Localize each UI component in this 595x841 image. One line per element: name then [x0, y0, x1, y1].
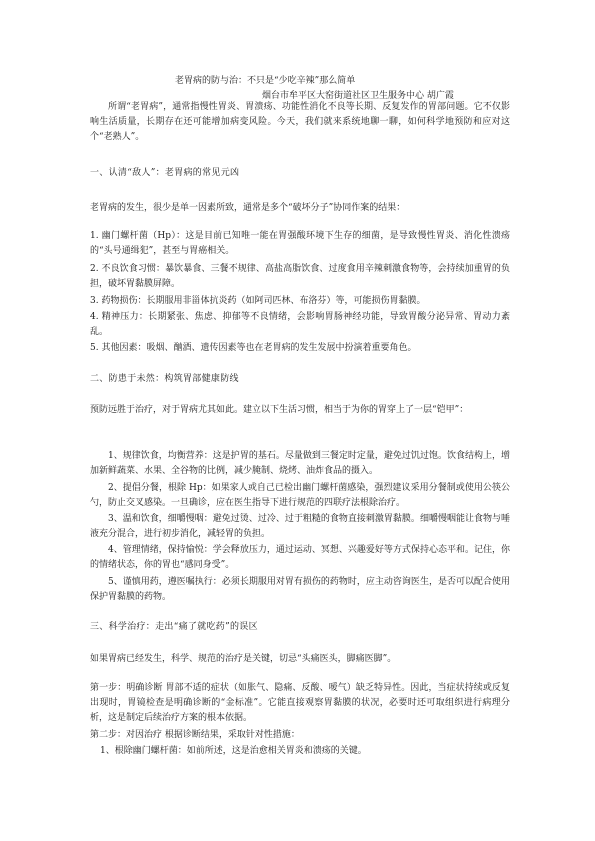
section-2-item-5: 5、谨慎用药，遵医嘱执行：必须长期服用对胃有损伤的药物时，应主动咨询医生，是否可以配合使用保护胃黏膜的药物。 — [90, 577, 510, 602]
section-2-heading: 二、防患于未然：构筑胃部健康防线 — [90, 374, 239, 384]
section-1-item-4: 4. 精神压力：长期紧张、焦虑、抑郁等不良情绪，会影响胃肠神经功能，导致胃酸分泌异常、胃动力紊乱。 — [90, 312, 510, 337]
section-3-step-2: 第二步：对因治疗 根据诊断结果，采取针对性措施： — [90, 730, 300, 740]
section-2-item-2: 2、提倡分餐，根除 Hp：如果家人或自己已检出幽门螺杆菌感染，强烈建议采用分餐制或使用公筷公勺，防止交叉感染。一旦确诊，应在医生指导下进行规范的四联疗法根除治疗。 — [90, 483, 510, 508]
section-3-step-1: 第一步：明确诊断 胃部不适的症状（如胀气、隐痛、反酸、嗳气）缺乏特异性。因此，当症状持续或反复出现时，胃镜检查是明确诊断的“金标准”。它能直接观察胃黏膜的状况，必要时还可取组织进行病理分析，这是制定后续治疗方案的根本依据。 — [90, 683, 510, 723]
intro-paragraph: 所谓“老胃病”，通常指慢性胃炎、胃溃疡、功能性消化不良等长期、反复发作的胃部问题。它不仅影响生活质量，长期存在还可能增加病变风险。今天，我们就来系统地聊一聊，如何科学地预防和应对这个“老熟人”。 — [90, 102, 510, 142]
section-3-heading: 三、科学治疗：走出“痛了就吃药”的误区 — [90, 622, 258, 632]
section-1-heading: 一、认清“敌人”：老胃病的常见元凶 — [90, 168, 240, 178]
section-2-item-3: 3、温和饮食，细嚼慢咽：避免过烫、过冷、过于粗糙的食物直接刺激胃黏膜。细嚼慢咽能让食物与唾液充分混合，进行初步消化，减轻胃的负担。 — [90, 514, 510, 539]
section-2-lead: 预防远胜于治疗，对于胃病尤其如此。建立以下生活习惯，相当于为你的胃穿上了一层“铠甲”： — [90, 405, 469, 415]
section-2-item-4: 4、管理情绪，保持愉悦：学会释放压力，通过运动、冥想、兴趣爱好等方式保持心态平和。记住，你的情绪状态，你的胃也“感同身受”。 — [90, 545, 510, 570]
article-title: 老胃病的防与治：不只是“少吃辛辣”那么简单 — [175, 76, 356, 86]
section-1-item-1: 1. 幽门螺杆菌（Hp）：这是目前已知唯一能在胃强酸环境下生存的细菌，是导致慢性胃炎、消化性溃疡的“头号通缉犯”，甚至与胃癌相关。 — [90, 231, 510, 256]
author-line: 烟台市牟平区大窑街道社区卫生服务中心 胡广霞 — [262, 91, 454, 101]
section-2-item-1: 1、规律饮食，均衡营养：这是护胃的基石。尽量做到三餐定时定量，避免过饥过饱。饮食结构上，增加新鲜蔬菜、水果、全谷物的比例，减少腌制、烧烤、油炸食品的摄入。 — [90, 451, 510, 476]
section-3-step-2-item-1: 1、根除幽门螺杆菌：如前所述，这是治愈相关胃炎和溃疡的关键。 — [100, 746, 367, 756]
section-1-item-3: 3. 药物损伤：长期服用非甾体抗炎药（如阿司匹林、布洛芬）等，可能损伤胃黏膜。 — [90, 296, 426, 306]
section-1-lead: 老胃病的发生，很少是单一因素所致，通常是多个“破坏分子”协同作案的结果： — [90, 203, 406, 213]
section-3-lead: 如果胃病已经发生，科学、规范的治疗是关键，切忌“头痛医头，脚痛医脚”。 — [90, 654, 397, 664]
section-1-item-5: 5. 其他因素：吸烟、酗酒、遗传因素等也在老胃病的发生发展中扮演着重要角色。 — [90, 343, 417, 353]
section-1-item-2: 2. 不良饮食习惯：暴饮暴食、三餐不规律、高盐高脂饮食、过度食用辛辣刺激食物等，会持续加重胃的负担，破坏胃黏膜屏障。 — [90, 264, 510, 289]
